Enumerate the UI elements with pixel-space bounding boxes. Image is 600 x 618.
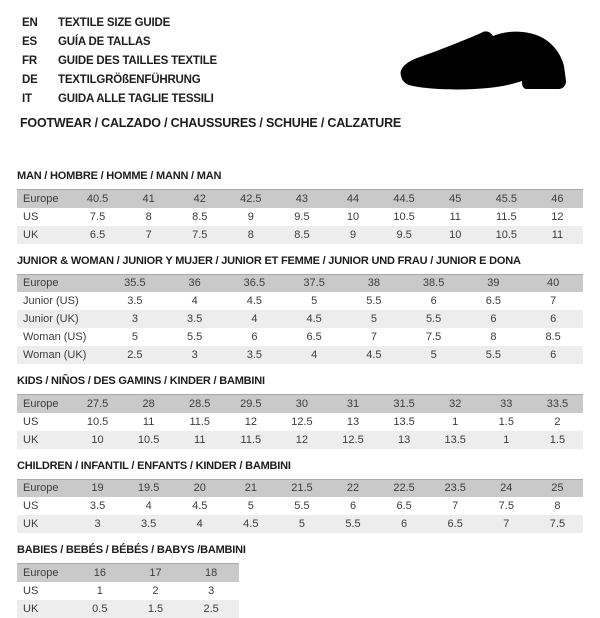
size-cell: 20 [174, 479, 225, 497]
size-cell: 3 [105, 310, 165, 328]
table-row [17, 600, 239, 618]
category-line: FOOTWEAR / CALZADO / CHAUSSURES / SCHUHE / CALZATURE [20, 116, 402, 130]
size-cell: 4 [191, 295, 198, 307]
size-cell: 1 [96, 584, 103, 597]
section-title: CHILDREN / INFANTIL / ENFANTS / KINDER / BAMBINI [17, 459, 291, 472]
size-cell: 19.5 [123, 479, 174, 497]
size-cell: 7 [370, 331, 377, 343]
size-cell: 5 [344, 310, 404, 328]
table-row [17, 395, 583, 413]
size-cell: 39 [464, 274, 524, 292]
size-cell: 18 [183, 564, 239, 582]
shoe-icon [394, 26, 576, 100]
row-label: UK [17, 226, 72, 244]
table-row [17, 413, 583, 431]
size-cell: 2.5 [183, 600, 239, 618]
language-code: IT [22, 93, 32, 105]
size-cell: 4 [225, 310, 285, 328]
row-label: UK [17, 431, 72, 449]
size-cell: 5.5 [186, 331, 203, 343]
size-cell: 12 [551, 210, 564, 223]
size-cell: 3.5 [165, 310, 225, 328]
language-label: TEXTILGRÖßENFÜHRUNG [58, 74, 201, 86]
size-cell: 7.5 [89, 210, 106, 223]
size-cell: 16 [72, 564, 128, 582]
size-cell: 7 [123, 226, 174, 244]
size-cell: 11.5 [496, 210, 517, 223]
size-cell: 4.5 [192, 500, 208, 512]
table-row [17, 479, 583, 497]
size-cell: 3 [165, 346, 225, 364]
size-cell: 7.5 [425, 331, 442, 343]
size-cell: 3.5 [127, 295, 143, 307]
row-label: US [23, 210, 39, 223]
size-cell: 28 [123, 395, 174, 413]
size-cell: 5.5 [294, 500, 310, 512]
size-cell: 3 [72, 515, 123, 533]
table-row [17, 310, 583, 328]
size-cell: 8 [490, 331, 497, 343]
section-children [17, 460, 583, 534]
size-cell: 1.5 [532, 431, 583, 449]
size-cell: 6.5 [306, 331, 322, 343]
size-cell: 9.5 [294, 210, 310, 223]
size-cell: 5.5 [464, 346, 524, 364]
babies-size-table [17, 563, 239, 618]
size-cell: 9 [327, 226, 378, 244]
size-cell: 22 [327, 479, 378, 497]
size-cell: 0.5 [72, 600, 128, 618]
row-label: Europe [17, 564, 72, 582]
size-cell: 1.5 [128, 600, 184, 618]
size-cell: 29.5 [225, 395, 276, 413]
row-label: US [23, 415, 39, 428]
size-cell: 28.5 [174, 395, 225, 413]
size-cell: 5 [247, 500, 254, 512]
size-cell: 11 [174, 431, 225, 449]
size-cell: 17 [128, 564, 184, 582]
size-cell: 25 [532, 479, 583, 497]
size-cell: 4 [284, 346, 344, 364]
size-cell: 4.5 [284, 310, 344, 328]
size-cell: 13 [379, 431, 430, 449]
size-cell: 6.5 [72, 226, 123, 244]
size-cell: 46 [532, 190, 583, 208]
size-cell: 12.5 [327, 431, 378, 449]
table-row [17, 190, 583, 208]
size-cell: 31 [327, 395, 378, 413]
size-cell: 33.5 [532, 395, 583, 413]
size-cell: 6.5 [485, 295, 502, 307]
size-cell: 10 [72, 431, 123, 449]
table-row [17, 208, 583, 226]
size-cell: 9.5 [379, 226, 430, 244]
size-cell: 2 [152, 584, 159, 597]
size-cell: 45 [430, 190, 481, 208]
section-title: BABIES / BEBÉS / BÉBÉS / BABYS /BAMBINI [17, 544, 246, 556]
size-cell: 11 [142, 415, 155, 428]
size-cell: 7.5 [498, 500, 514, 512]
table-row [17, 497, 583, 515]
size-cell: 44 [327, 190, 378, 208]
size-cell: 38 [344, 274, 404, 292]
size-cell: 6 [349, 500, 357, 512]
language-code: EN [22, 17, 38, 29]
size-cell: 6 [523, 310, 583, 328]
man-size-table [17, 189, 583, 244]
row-label: Junior (UK) [17, 310, 105, 328]
size-cell: 10 [346, 210, 360, 223]
section-kids [17, 375, 583, 449]
row-label: Woman (UK) [17, 346, 105, 364]
size-cell: 30 [276, 395, 327, 413]
table-row [17, 226, 583, 244]
language-label: GUÍA DE TALLAS [58, 36, 151, 48]
size-cell: 1 [452, 415, 459, 428]
section-title: KIDS / NIÑOS / DES GAMINS / KINDER / BAMBINI [17, 375, 265, 387]
size-cell: 1 [481, 431, 532, 449]
size-cell: 23.5 [430, 479, 481, 497]
size-cell: 5 [404, 346, 464, 364]
size-cell: 32 [430, 395, 481, 413]
size-cell: 9 [247, 210, 254, 223]
row-label: Europe [17, 479, 72, 497]
size-cell: 7 [550, 295, 557, 307]
size-cell: 12 [244, 415, 257, 428]
children-size-table [17, 479, 583, 534]
size-cell: 12 [276, 431, 327, 449]
size-cell: 5.5 [366, 295, 382, 307]
size-cell: 4.5 [246, 295, 263, 307]
size-cell: 40.5 [72, 190, 123, 208]
language-code: DE [22, 74, 38, 86]
table-row [17, 292, 583, 310]
size-cell: 8.5 [276, 226, 327, 244]
table-row [17, 515, 583, 533]
size-cell: 10.5 [393, 210, 415, 223]
size-cell: 36.5 [225, 274, 285, 292]
size-cell: 33 [481, 395, 532, 413]
size-cell: 38.5 [404, 274, 464, 292]
size-cell: 8.5 [545, 331, 561, 343]
size-cell: 3.5 [225, 346, 285, 364]
table-row [17, 328, 583, 346]
size-cell: 40 [523, 274, 583, 292]
size-cell: 42.5 [225, 190, 276, 208]
row-label: Europe [17, 395, 72, 413]
size-cell: 4.5 [225, 515, 276, 533]
size-cell: 8 [145, 210, 152, 223]
language-label: TEXTILE SIZE GUIDE [58, 17, 171, 29]
row-label: UK [17, 600, 72, 618]
language-label: GUIDE DES TAILLES TEXTILE [58, 55, 217, 67]
row-label: Europe [17, 274, 105, 292]
table-row [17, 431, 583, 449]
section-title: JUNIOR & WOMAN / JUNIOR Y MUJER / JUNIOR ET FEMME / JUNIOR UND FRAU / JUNIOR E DONA [17, 254, 521, 267]
table-row [17, 564, 239, 582]
row-label: UK [17, 515, 72, 533]
size-cell: 10 [430, 226, 481, 244]
table-row [17, 582, 239, 600]
table-row [17, 274, 583, 292]
section-title: MAN / HOMBRE / HOMME / MANN / MAN [17, 170, 222, 182]
size-cell: 4.5 [344, 346, 404, 364]
size-cell: 2.5 [105, 346, 165, 364]
size-cell: 12.5 [291, 415, 313, 428]
size-cell: 6.5 [430, 515, 481, 533]
size-cell: 7 [452, 500, 459, 512]
language-code: ES [22, 36, 37, 48]
row-label: Junior (US) [23, 295, 79, 307]
junior-woman-size-table [17, 274, 583, 365]
size-cell: 19 [72, 479, 123, 497]
size-cell: 10.5 [123, 431, 174, 449]
language-code: FR [22, 55, 37, 67]
size-cell: 5.5 [404, 310, 464, 328]
size-cell: 3.5 [89, 500, 106, 512]
size-cell: 10.5 [86, 415, 109, 428]
size-cell: 1.5 [498, 415, 514, 428]
size-cell: 8 [554, 500, 561, 512]
size-cell: 5 [131, 331, 138, 343]
size-cell: 7 [481, 515, 532, 533]
size-cell: 6 [379, 515, 430, 533]
size-cell: 22.5 [379, 479, 430, 497]
size-cell: 21.5 [276, 479, 327, 497]
size-cell: 6.5 [396, 500, 412, 512]
section-babies [17, 544, 583, 618]
size-cell: 6 [523, 346, 583, 364]
size-cell: 43 [276, 190, 327, 208]
size-cell: 6 [430, 295, 437, 307]
size-cell: 37.5 [284, 274, 344, 292]
size-cell: 27.5 [72, 395, 123, 413]
size-cell: 6 [464, 310, 524, 328]
size-cell: 3 [208, 584, 215, 597]
table-row [17, 346, 583, 364]
row-label: Woman (US) [23, 331, 87, 343]
size-cell: 13.5 [430, 431, 481, 449]
row-label: US [23, 584, 39, 597]
size-cell: 21 [225, 479, 276, 497]
size-cell: 31.5 [379, 395, 430, 413]
size-cell: 24 [481, 479, 532, 497]
size-cell: 7.5 [174, 226, 225, 244]
size-cell: 13.5 [393, 415, 415, 428]
size-cell: 5.5 [327, 515, 378, 533]
section-junior-woman [17, 255, 583, 365]
row-label: US [23, 500, 39, 512]
language-label: GUIDA ALLE TAGLIE TESSILI [58, 93, 214, 105]
size-cell: 11.5 [189, 415, 211, 428]
kids-size-table [17, 394, 583, 449]
size-cell: 10.5 [481, 226, 532, 244]
size-cell: 11 [532, 226, 583, 244]
size-cell: 7.5 [532, 515, 583, 533]
size-cell: 4 [145, 500, 152, 512]
section-man [17, 170, 583, 244]
size-cell: 4 [174, 515, 225, 533]
size-cell: 8 [225, 226, 276, 244]
size-cell: 41 [123, 190, 174, 208]
size-cell: 13 [346, 415, 360, 428]
size-cell: 11 [449, 210, 461, 223]
size-cell: 45.5 [481, 190, 532, 208]
size-cell: 5 [276, 515, 327, 533]
size-cell: 36 [165, 274, 225, 292]
size-cell: 2 [554, 415, 561, 428]
size-cell: 8.5 [192, 210, 208, 223]
size-cell: 44.5 [379, 190, 430, 208]
size-cell: 42 [174, 190, 225, 208]
row-label: Europe [17, 190, 72, 208]
size-cell: 5 [311, 295, 318, 307]
size-cell: 3.5 [123, 515, 174, 533]
size-cell: 35.5 [105, 274, 165, 292]
size-cell: 6 [251, 331, 258, 343]
size-cell: 11.5 [225, 431, 276, 449]
